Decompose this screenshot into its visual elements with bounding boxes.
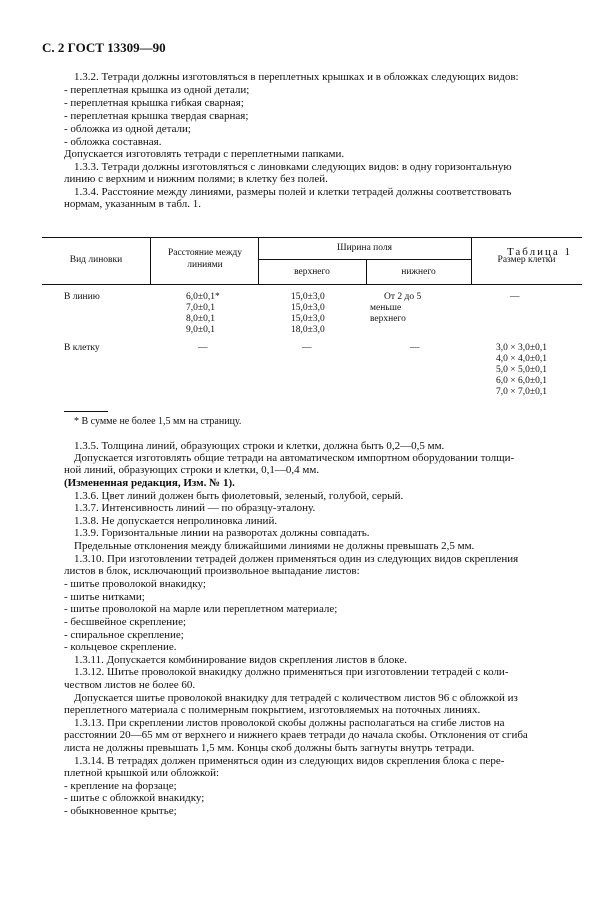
table-rule xyxy=(42,237,582,238)
text-line: 1.3.13. При скреплении листов проволокой скобы должны располагаться на сгибе листов на xyxy=(74,717,505,729)
table-caption: Таблица 1 xyxy=(506,246,572,258)
col-header-kind: Вид линовки xyxy=(69,255,123,265)
text-line: 1.3.7. Интенсивность линий — по образцу-эталону. xyxy=(74,502,316,514)
list-item: - бесшвейное скрепление; xyxy=(64,616,187,628)
list-item: - шитье с обложкой внакидку; xyxy=(64,792,205,804)
table-cell: — xyxy=(410,343,420,353)
text-line: 1.3.6. Цвет линий должен быть фиолетовый, зеленый, голубой, серый. xyxy=(74,490,404,502)
text-line: 1.3.4. Расстояние между линиями, размеры полей и клетки тетрадей должны соответствовать xyxy=(74,186,512,198)
list-item: - шитье проволокой внакидку; xyxy=(64,578,206,590)
table-cell: 6,0 × 6,0±0,1 xyxy=(496,376,547,386)
table-cell: 15,0±3,0 xyxy=(291,292,325,302)
text-line: переплетного материала с полимерным покрытием, изготовляемых на поточных линиях. xyxy=(64,704,481,716)
table-cell: — xyxy=(198,343,208,353)
text-line: 1.3.9. Горизонтальные линии на разворотах должны совпадать. xyxy=(74,527,370,539)
list-item: - шитье проволокой на марле или переплетном материале; xyxy=(64,603,338,615)
amendment-note: (Измененная редакция, Изм. № 1). xyxy=(64,477,235,489)
text-line: 1.3.11. Допускается комбинирование видов скрепления листов в блоке. xyxy=(74,654,407,666)
col-header-cell-size: Размер клетки xyxy=(497,255,556,265)
table-cell: — xyxy=(302,343,312,353)
table-cell: 9,0±0,1 xyxy=(186,325,215,335)
text-line: листа не должны превышать 1,5 мм. Концы скоб должны быть загнуты внутрь тетради. xyxy=(64,742,475,754)
list-item: - переплетная крышка из одной детали; xyxy=(64,84,250,96)
list-item: - обыкновенное крытье; xyxy=(64,805,177,817)
col-header-margin-width: Ширина поля xyxy=(337,243,392,253)
text-line: 1.3.2. Тетради должны изготовляться в переплетных крышках и в обложках следующих видов: xyxy=(74,71,519,83)
text-line: нормам, указанным в табл. 1. xyxy=(64,198,201,210)
text-line: 1.3.3. Тетради должны изготовляться с линовками следующих видов: в одну горизонтальную xyxy=(74,161,512,173)
text-line: Допускается шитье проволокой внакидку для тетрадей с количеством листов 96 с обложкой из xyxy=(74,692,518,704)
col-header-distance: Расстояние между линиями xyxy=(167,248,243,270)
col-header-lower: нижнего xyxy=(401,267,436,277)
col-header-upper: верхнего xyxy=(294,267,330,277)
text-line: Допускается изготовлять тетради с переплетными папками. xyxy=(64,148,345,160)
text-line: чеством листов не более 60. xyxy=(64,679,196,691)
table-cell: От 2 до 5 xyxy=(384,292,422,302)
text-line: линию с верхним и нижним полями; в клетку без полей. xyxy=(64,173,328,185)
text-line: 1.3.14. В тетрадях должен применяться один из следующих видов скрепления блока с пере- xyxy=(74,755,505,767)
text-line: ной линий, образующих строки и клетки, 0,1—0,4 мм. xyxy=(64,464,320,476)
table-cell: 5,0 × 5,0±0,1 xyxy=(496,365,547,375)
text-line: Предельные отклонения между ближайшими линиями не должны превышать 2,5 мм. xyxy=(74,540,475,552)
row-kind: В линию xyxy=(64,292,100,302)
table-cell: 6,0±0,1* xyxy=(186,292,220,302)
list-item: - шитье нитками; xyxy=(64,591,145,603)
text-line: 1.3.10. При изготовлении тетрадей должен применяться один из следующих видов скрепления xyxy=(74,553,519,565)
list-item: - обложка из одной детали; xyxy=(64,123,191,135)
list-item: - спиральное скрепление; xyxy=(64,629,184,641)
text-line: расстоянии 20—65 мм от верхнего и нижнего краев тетради до начала скобы. Отклонения от сгиба xyxy=(64,729,528,741)
text-line: 1.3.8. Не допускается непролиновка линий. xyxy=(74,515,278,527)
table-cell: меньше xyxy=(370,303,402,313)
table-rule xyxy=(42,284,582,285)
list-item: - кольцевое скрепление. xyxy=(64,641,177,653)
text-line: 1.3.5. Толщина линий, образующих строки и клетки, должна быть 0,2—0,5 мм. xyxy=(74,440,445,452)
text-line: листов в блок, исключающий произвольное выпадание листов: xyxy=(64,565,360,577)
table-cell: 4,0 × 4,0±0,1 xyxy=(496,354,547,364)
table-cell: верхнего xyxy=(370,314,406,324)
row-kind: В клетку xyxy=(64,343,100,353)
table-rule xyxy=(258,259,471,260)
table-cell: 18,0±3,0 xyxy=(291,325,325,335)
table-cell: — xyxy=(510,292,520,302)
text-line: плетной крышкой или обложкой: xyxy=(64,767,220,779)
text-line: Допускается изготовлять общие тетради на автоматическом импортном оборудовании толщи- xyxy=(74,452,515,464)
table-rule xyxy=(150,237,151,284)
table-footnote: * В сумме не более 1,5 мм на страницу. xyxy=(74,416,242,427)
text-line: 1.3.12. Шитье проволокой внакидку должно применяться при изготовлении тетрадей с коли- xyxy=(74,666,509,678)
table-cell: 3,0 × 3,0±0,1 xyxy=(496,343,547,353)
table-cell: 7,0 × 7,0±0,1 xyxy=(496,387,547,397)
list-item: - переплетная крышка гибкая сварная; xyxy=(64,97,244,109)
list-item: - крепление на форзаце; xyxy=(64,780,177,792)
list-item: - переплетная крышка твердая сварная; xyxy=(64,110,249,122)
footnote-rule xyxy=(64,411,108,412)
table-cell: 8,0±0,1 xyxy=(186,314,215,324)
table-cell: 15,0±3,0 xyxy=(291,303,325,313)
table-cell: 15,0±3,0 xyxy=(291,314,325,324)
list-item: - обложка составная. xyxy=(64,136,162,148)
table-cell: 7,0±0,1 xyxy=(186,303,215,313)
page-header: С. 2 ГОСТ 13309—90 xyxy=(42,40,166,55)
